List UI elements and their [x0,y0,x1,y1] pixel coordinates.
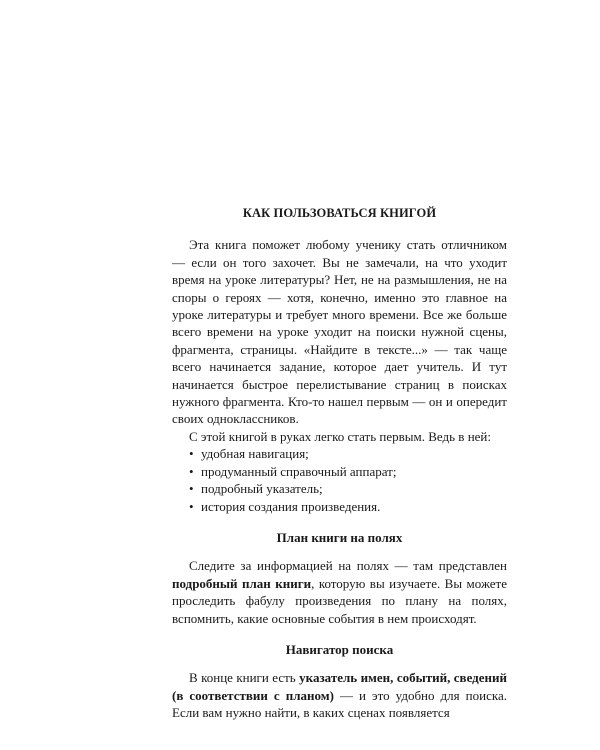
margin-plan-text-start: Следите за информацией на полях — там представлен [189,558,507,574]
list-item [189,480,507,497]
list-item-text: продуманный справочный аппарат; [201,463,397,479]
margin-plan-paragraph [172,557,507,627]
bullet-icon: • [189,498,194,514]
section-heading-margin-plan: План книги на полях [276,529,403,545]
search-navigator-bold-phrase: указатель имен, событий, сведений (в соответствии с планом) [172,670,507,703]
chapter-title: КАК ПОЛЬЗОВАТЬСЯ КНИГОЙ [242,206,437,220]
section-heading-search-navigator: Навигатор поиска [285,641,394,657]
list-item-text: подробный указатель; [201,481,323,497]
margin-plan-text-end: , которую вы изучаете. Вы можете проследить фабулу произведения по плану на полях, вспомнить, какие основные события в нем происходят. [172,575,507,626]
list-item-text: история создания произведения. [201,498,381,514]
intro-paragraph-2: С этой книгой в руках легко стать первым. Ведь в ней: [189,428,491,444]
bullet-icon: • [189,481,194,497]
list-item-text: удобная навигация; [201,446,309,462]
list-item [189,498,507,515]
search-navigator-text-start: В конце книги есть [189,670,300,686]
list-item [189,445,507,462]
bullet-icon: • [189,463,194,479]
page-content [172,205,507,722]
search-navigator-paragraph [172,669,507,721]
intro-paragraph-1: Эта книга поможет любому ученику стать отличником — если он того захочет. Вы не замечали, на что уходит время на уроке литературы? Нет, не на размышления, не на споры о героях — хотя, конечно, именно это главное на уроке литературы и требует много времени. Все же больше всего времени на уроке уходит на поиски нужной сцены, фрагмента, страницы. «Найдите в тексте...» — так чаще всего начинается задание, которое дает учитель. И тут начинается быстрое перелистывание страниц в поисках нужного фрагмента. Кто-то нашел первым — он и опередит своих одноклассников. [172,237,507,427]
search-navigator-text-end: — и это удобно для поиска. Если вам нужно найти, в каких сценах появляется [172,687,507,721]
feature-list [172,445,507,515]
margin-plan-bold-phrase: подробный план книги [172,575,312,591]
list-item [189,463,507,480]
bullet-icon: • [189,446,194,462]
